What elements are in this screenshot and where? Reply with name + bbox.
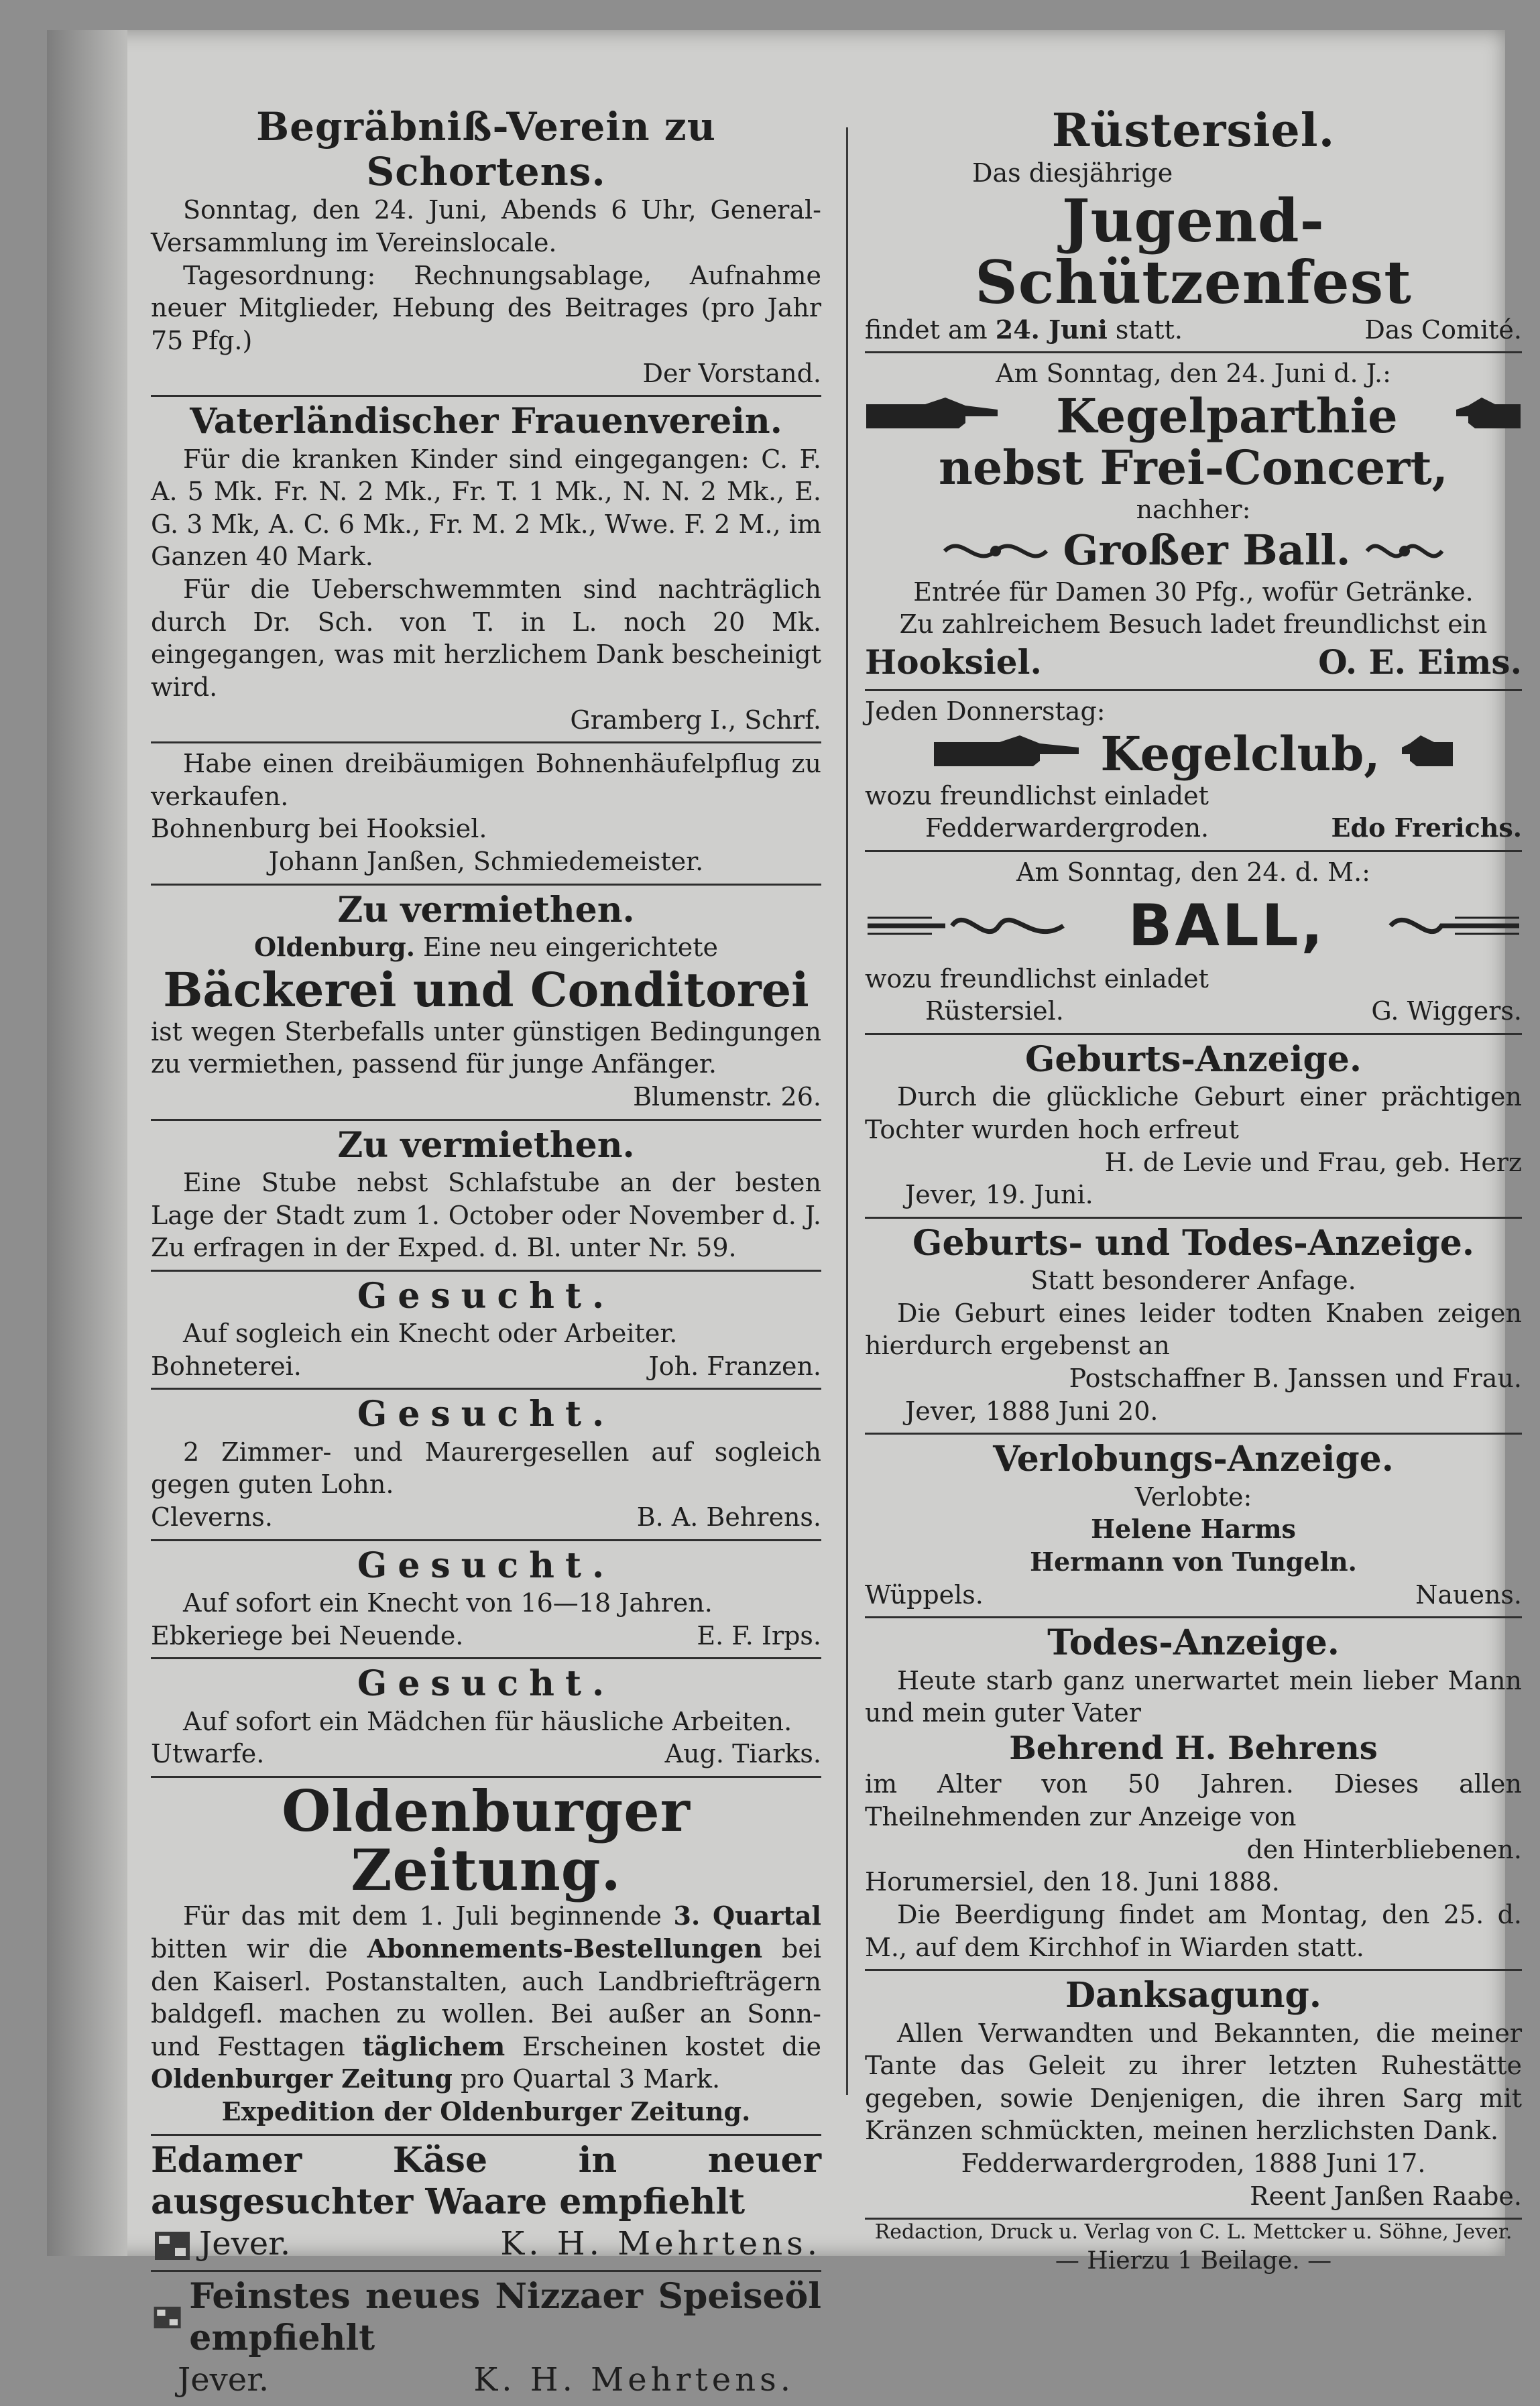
pointing-hand-right-icon <box>933 730 1080 777</box>
ad-headline: Kegelparthie <box>1056 387 1398 444</box>
text-run: bitten wir die <box>151 1933 367 1964</box>
ad-text: Die Beerdigung findet am Montag, den 25. d. M., auf dem Kirchhof in Wiarden statt. <box>865 1899 1522 1962</box>
text-run-bold: 3. Quartal <box>673 1901 821 1931</box>
ad-signature: Das Comité. <box>1364 314 1522 345</box>
pointing-hand-left-icon <box>1455 392 1522 439</box>
ad-name: Behrend H. Behrens <box>1009 1729 1378 1767</box>
ad-signature: G. Wiggers. <box>1371 996 1522 1026</box>
ad-verlobungs-anzeige <box>865 1435 1522 1618</box>
ad-schuetzenfest <box>865 101 1522 353</box>
ad-place: Ebkeriege bei Neuende. <box>151 1620 464 1650</box>
ad-text: Für die Ueberschwemmten sind nachträglich durch Dr. Sch. von T. in L. noch 20 Mk. eingegangen, was mit herzlichem Dank bescheinigt wird. <box>151 575 821 702</box>
flag-icon <box>151 2299 184 2336</box>
right-column <box>865 101 1522 2277</box>
ad-gesucht-knecht <box>151 1272 821 1390</box>
ad-title: Vaterländischer Frauenverein. <box>190 401 782 442</box>
ad-title: Danksagung. <box>1065 1975 1322 2017</box>
ad-geburts-todes-anzeige <box>865 1219 1522 1435</box>
ad-signature: Aug. Tiarks. <box>664 1739 821 1769</box>
ad-place: Jever. <box>178 2360 270 2399</box>
text-run-bold: Abonnements-Bestellungen <box>367 1933 763 1964</box>
ad-subtitle: Statt besonderer Anfage. <box>1030 1266 1356 1296</box>
ad-signature: K. H. Mehrtens. <box>500 2224 821 2263</box>
ad-place: Fedderwardergroden, 1888 Juni 17. <box>961 2149 1426 2179</box>
ad-signature: Gramberg I., Schrf. <box>570 705 821 735</box>
ad-signature: Der Vorstand. <box>642 358 821 388</box>
ad-intro: Eine neu eingerichtete <box>423 933 718 963</box>
ad-text: Tagesordnung: Rechnungsablage, Aufnahme neuer Mitglieder, Hebung des Beitrages (pro Jahr 75 Pfg.) <box>151 260 821 355</box>
ad-headline: Kegelclub, <box>1100 725 1380 782</box>
text-run-bold: Oldenburger Zeitung <box>151 2063 453 2094</box>
ad-text: wozu freundlichst einladet <box>865 963 1209 994</box>
ad-place: Wüppels. <box>865 1579 984 1610</box>
ad-place: Oldenburg. <box>254 932 415 963</box>
ad-edamer-kaese <box>151 2136 821 2272</box>
pointing-hand-left-icon <box>1401 730 1454 777</box>
ad-title: Zu vermiethen. <box>337 1124 635 1166</box>
ad-oldenburger-zeitung <box>151 1778 821 2136</box>
ad-headline: Jugend-Schützenfest <box>975 185 1412 318</box>
ad-text <box>151 1900 821 2096</box>
ad-headline: BALL, <box>1128 892 1326 959</box>
ad-headline: Oldenburger Zeitung. <box>282 1777 691 1904</box>
text-run: Erscheinen kostet die <box>505 2031 821 2061</box>
ad-bohnenpflug <box>151 743 821 886</box>
ad-signature: K. H. Mehrtens. <box>473 2360 794 2399</box>
ad-todes-anzeige <box>865 1618 1522 1971</box>
ad-title: Gesucht. <box>357 1663 615 1705</box>
ad-kegelclub <box>865 691 1522 852</box>
ad-place: Cleverns. <box>151 1502 273 1532</box>
ad-title: Gesucht. <box>357 1545 615 1586</box>
ad-gesucht-gesellen <box>151 1390 821 1541</box>
ad-signature: O. E. Eims. <box>1318 642 1522 682</box>
ad-speiseoel <box>151 2272 821 2406</box>
ad-place: Bohneterei. <box>151 1351 302 1381</box>
text-run: findet am <box>865 314 996 345</box>
pointing-hand-right-icon <box>865 392 999 439</box>
left-column <box>151 101 821 2406</box>
ad-title: Gesucht. <box>357 1394 615 1435</box>
ad-text: Sonntag, den 24. Juni, Abends 6 Uhr, General-Versammlung im Vereinslocale. <box>151 195 821 257</box>
ad-signature: Expedition der Oldenburger Zeitung. <box>221 2096 751 2127</box>
scroll-ornament-icon <box>1364 531 1445 571</box>
ad-signature: Joh. Franzen. <box>648 1351 821 1381</box>
scroll-ornament-icon <box>942 531 1049 571</box>
ad-begraebniss-verein <box>151 101 821 397</box>
ad-signature: E. F. Irps. <box>697 1620 821 1650</box>
ad-place: Rüstersiel. <box>925 996 1064 1026</box>
ad-headline: Großer Ball. <box>1063 526 1351 575</box>
ad-text: Entrée für Damen 30 Pfg., wofür Getränke. <box>913 577 1474 607</box>
ad-title: Geburts-Anzeige. <box>1025 1038 1362 1080</box>
ad-headline: Bäckerei und Conditorei <box>163 961 809 1018</box>
ad-name: Helene Harms <box>1091 1514 1296 1545</box>
ad-text: nachher: <box>1136 494 1251 524</box>
ad-date: Jeden Donnerstag: <box>865 697 1106 727</box>
ad-signature: Edo Frerichs. <box>1331 813 1522 843</box>
ad-subtitle: Verlobte: <box>1134 1482 1252 1512</box>
flag-icon <box>151 2228 194 2264</box>
ad-signature: Reent Janßen Raabe. <box>1250 2181 1522 2211</box>
ad-place-heading: Rüstersiel. <box>1051 104 1336 158</box>
ad-place: Hooksiel. <box>865 642 1042 682</box>
ad-signature: den Hinterbliebenen. <box>1246 1834 1522 1864</box>
ad-signature: Postschaffner B. Janssen und Frau. <box>1069 1364 1522 1394</box>
ad-text: wozu freundlichst einladet <box>865 780 1209 810</box>
ad-intro: Das diesjährige <box>972 158 1173 188</box>
ad-address: Blumenstr. 26. <box>633 1081 821 1111</box>
ad-place: Horumersiel, den 18. Juni 1888. <box>865 1867 1280 1897</box>
ad-date: Am Sonntag, den 24. Juni d. J.: <box>996 359 1391 389</box>
ad-place: Bohnenburg bei Hooksiel. <box>151 814 487 844</box>
ad-title: Feinstes neues Nizzaer Speiseöl empfiehlt <box>189 2275 821 2359</box>
ad-text: Die Geburt eines leider todten Knaben zeigen hierdurch ergebenst an <box>865 1298 1522 1361</box>
text-run: statt. <box>1107 314 1183 345</box>
ad-signature: H. de Levie und Frau, geb. Herz <box>1104 1147 1522 1177</box>
ad-text: Heute starb ganz unerwartet mein lieber Mann und mein guter Vater <box>865 1665 1522 1728</box>
ad-text: Auf sogleich ein Knecht oder Arbeiter. <box>183 1319 678 1349</box>
text-run-bold: 24. Juni <box>995 314 1108 345</box>
ad-text: Auf sofort ein Knecht von 16—18 Jahren. <box>183 1588 713 1618</box>
ad-signature: B. A. Behrens. <box>636 1502 821 1532</box>
ad-place: Jever, 19. Juni. <box>905 1180 1093 1210</box>
ad-text: Zu zahlreichem Besuch ladet freundlichst ein <box>899 609 1488 640</box>
ad-date: Am Sonntag, den 24. d. M.: <box>1016 857 1370 887</box>
ad-headline: nebst Frei-Concert, <box>938 439 1449 495</box>
ad-title: Edamer Käse in neuer ausgesuchter Waare empfiehlt <box>151 2139 821 2223</box>
text-run-bold: täglichem <box>362 2031 506 2061</box>
ad-text: Habe einen dreibäumigen Bohnenhäufelpflug zu verkaufen. <box>151 749 821 811</box>
ad-text: im Alter von 50 Jahren. Dieses allen Theilnehmenden zur Anzeige von <box>865 1769 1522 1832</box>
scroll-ornament-icon <box>1388 899 1522 953</box>
ad-text: Auf sofort ein Mädchen für häusliche Arbeiten. <box>183 1706 792 1736</box>
imprint-line: Redaction, Druck u. Verlag von C. L. Mettcker u. Söhne, Jever. <box>874 2220 1513 2244</box>
ad-signature: Johann Janßen, Schmiedemeister. <box>268 847 704 877</box>
ad-text: Für die kranken Kinder sind eingegangen: C. F. A. 5 Mk. Fr. N. 2 Mk., Fr. T. 1 Mk., N. N. 2 Mk., E. G. 3 Mk, A. C. 6 Mk., Fr. M. 2 Mk., Wwe. F. 2 M., im Ganzen 40 Mark. <box>151 444 821 572</box>
ad-baeckerei <box>151 886 821 1121</box>
text-run: Für das mit dem 1. Juli beginnende <box>183 1901 674 1931</box>
ad-text: Eine Stube nebst Schlafstube an der besten Lage der Stadt zum 1. October oder November d. J. Zu erfragen in der Exped. d. Bl. unter Nr. 59. <box>151 1167 821 1263</box>
text-run: bei den Kaiserl. Postanstalten, auch Landbriefträgern baldgefl. machen zu wollen. Bei außer an Sonn- und Festtagen <box>151 1933 821 2061</box>
ad-stube <box>151 1121 821 1272</box>
ad-text: 2 Zimmer- und Maurergesellen auf sogleich gegen guten Lohn. <box>151 1437 821 1500</box>
supplement-note: — Hierzu 1 Beilage. — <box>1055 2246 1332 2275</box>
ad-frauenverein <box>151 397 821 743</box>
ad-text: Durch die glückliche Geburt einer prächtigen Tochter wurden hoch erfreut <box>865 1082 1522 1144</box>
page-binding-edge <box>47 30 127 2256</box>
scroll-ornament-icon <box>865 899 1066 953</box>
ad-place: Jever, 1888 Juni 20. <box>905 1396 1159 1426</box>
column-divider <box>846 127 848 2095</box>
ad-gesucht-maedchen <box>151 1659 821 1778</box>
ad-text <box>865 314 1183 347</box>
ad-ball <box>865 852 1522 1035</box>
ad-geburts-anzeige <box>865 1035 1522 1219</box>
ad-title: Gesucht. <box>357 1275 615 1317</box>
ad-title: Begräbniß-Verein zu Schortens. <box>256 104 716 194</box>
ad-place: Jever. <box>199 2224 291 2263</box>
ad-gesucht-knecht-jung <box>151 1541 821 1660</box>
imprint <box>865 2220 1522 2276</box>
ad-title: Zu vermiethen. <box>337 889 635 930</box>
ad-danksagung <box>865 1971 1522 2220</box>
ad-title: Geburts- und Todes-Anzeige. <box>912 1222 1474 1264</box>
ad-text: ist wegen Sterbefalls unter günstigen Bedingungen zu vermiethen, passend für junge Anfänger. <box>151 1016 821 1079</box>
ad-place: Utwarfe. <box>151 1739 265 1769</box>
ad-kegelparthie <box>865 353 1522 691</box>
ad-title: Verlobungs-Anzeige. <box>993 1439 1394 1480</box>
ad-name: Hermann von Tungeln. <box>1030 1546 1357 1577</box>
ad-place: Fedderwardergroden. <box>925 813 1209 843</box>
ad-text: Allen Verwandten und Bekannten, die meiner Tante das Geleit zu ihrer letzten Ruhestätte gegeben, sowie Denjenigen, die ihren Sarg mit Kränzen schmückten, meinen herzlichsten Dank. <box>865 2018 1522 2146</box>
text-run: pro Quartal 3 Mark. <box>452 2064 721 2094</box>
ad-title: Todes-Anzeige. <box>1047 1622 1340 1664</box>
ad-place: Nauens. <box>1415 1579 1522 1610</box>
